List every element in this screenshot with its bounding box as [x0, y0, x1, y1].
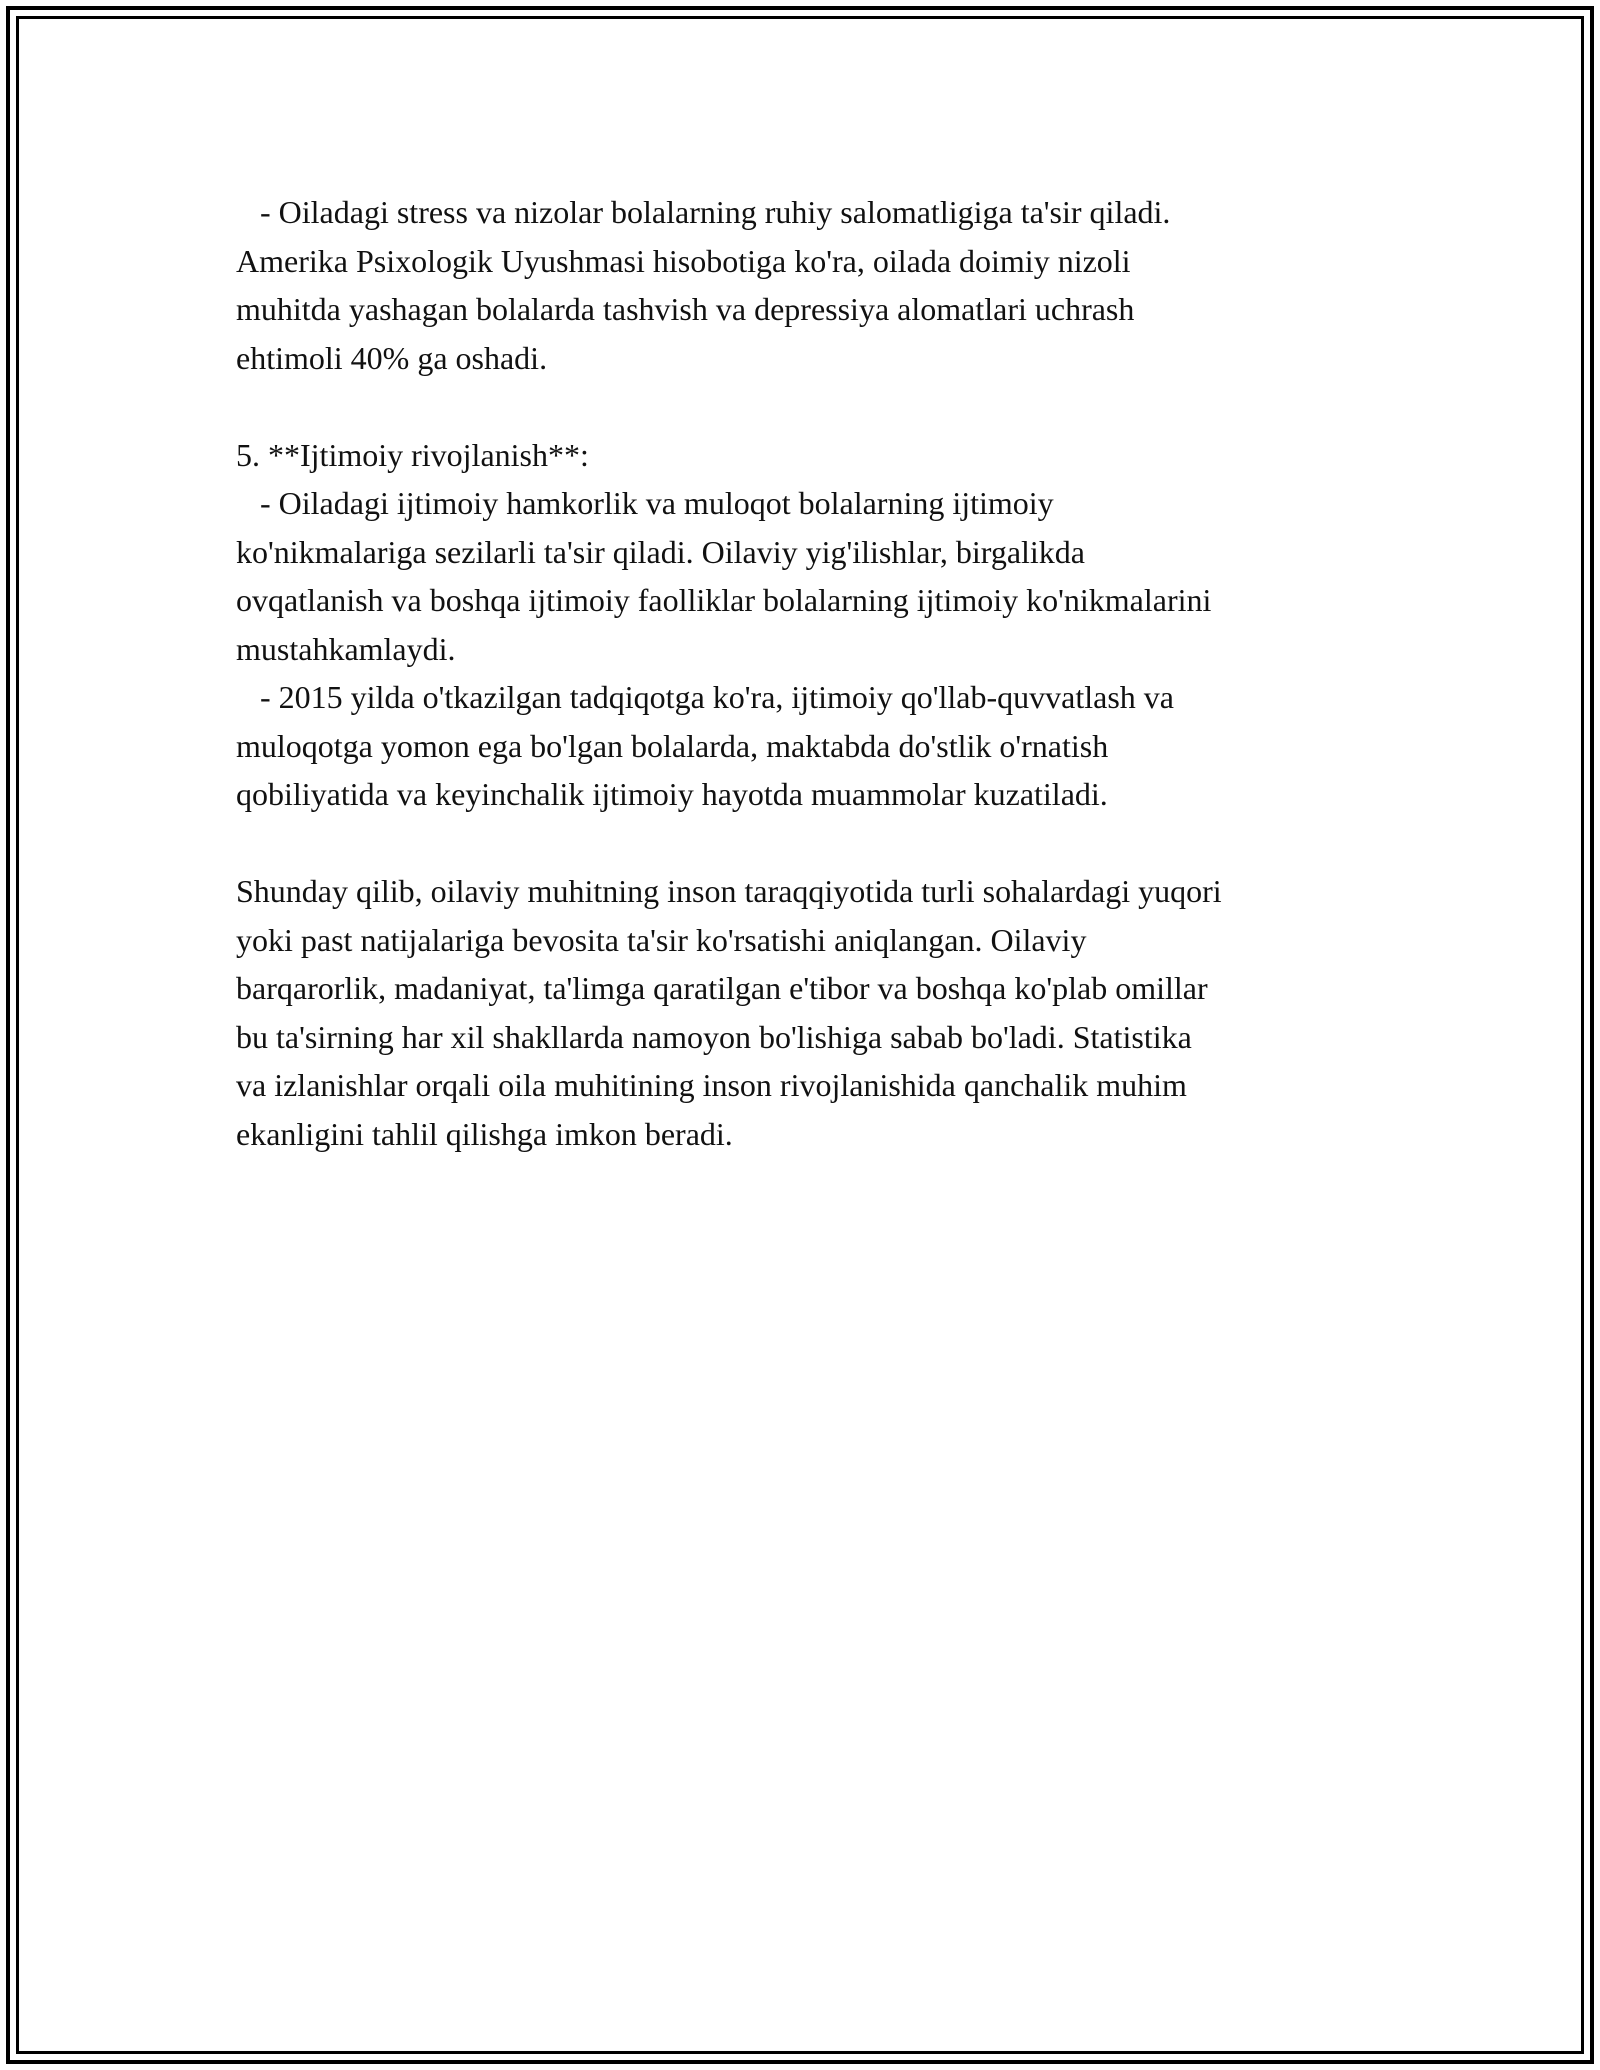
text-line: mustahkamlaydi.	[236, 630, 456, 667]
paragraph-conclusion	[236, 867, 1386, 1158]
text-line: ekanligini tahlil qilishga imkon beradi.	[236, 1115, 733, 1152]
text-line: - Oiladagi ijtimoiy hamkorlik va muloqot bolalarning ijtimoiy	[236, 485, 1054, 521]
text-line: - Oiladagi stress va nizolar bolalarning ruhiy salomatligiga ta'sir qiladi.	[236, 194, 1171, 230]
paragraph-gap	[236, 382, 1386, 431]
section-heading: 5. **Ijtimoiy rivojlanish**:	[236, 436, 589, 473]
text-line: Amerika Psixologik Uyushmasi hisobotiga ko'ra, oilada doimiy nizoli	[236, 242, 1131, 279]
paragraph-family-stress	[236, 188, 1386, 382]
text-line: bu ta'sirning har xil shakllarda namoyon bo'lishiga sabab bo'ladi. Statistika	[236, 1018, 1192, 1055]
document-body	[236, 188, 1386, 1158]
text-line: qobiliyatida va keyinchalik ijtimoiy hayotda muammolar kuzatiladi.	[236, 776, 1108, 812]
section-social-development	[236, 431, 1386, 819]
text-line: ehtimoli 40% ga oshadi.	[236, 339, 548, 376]
text-line: - 2015 yilda o'tkazilgan tadqiqotga ko'ra, ijtimoiy qo'llab-quvvatlash va	[236, 679, 1174, 715]
text-line: Shunday qilib, oilaviy muhitning inson taraqqiyotida turli sohalardagi yuqori	[236, 873, 1222, 909]
text-line: va izlanishlar orqali oila muhitining inson rivojlanishida qanchalik muhim	[236, 1067, 1187, 1103]
paragraph-gap	[236, 819, 1386, 868]
text-line: muhitda yashagan bolalarda tashvish va depressiya alomatlari uchrash	[236, 291, 1135, 327]
text-line: ovqatlanish va boshqa ijtimoiy faolliklar bolalarning ijtimoiy ko'nikmalarini	[236, 582, 1212, 618]
text-line: muloqotga yomon ega bo'lgan bolalarda, maktabda do'stlik o'rnatish	[236, 727, 1109, 764]
text-line: ko'nikmalariga sezilarli ta'sir qiladi. Oilaviy yig'ilishlar, birgalikda	[236, 533, 1085, 570]
text-line: yoki past natijalariga bevosita ta'sir ko'rsatishi aniqlangan. Oilaviy	[236, 921, 1087, 958]
text-line: barqarorlik, madaniyat, ta'limga qaratilgan e'tibor va boshqa ko'plab omillar	[236, 970, 1208, 1006]
